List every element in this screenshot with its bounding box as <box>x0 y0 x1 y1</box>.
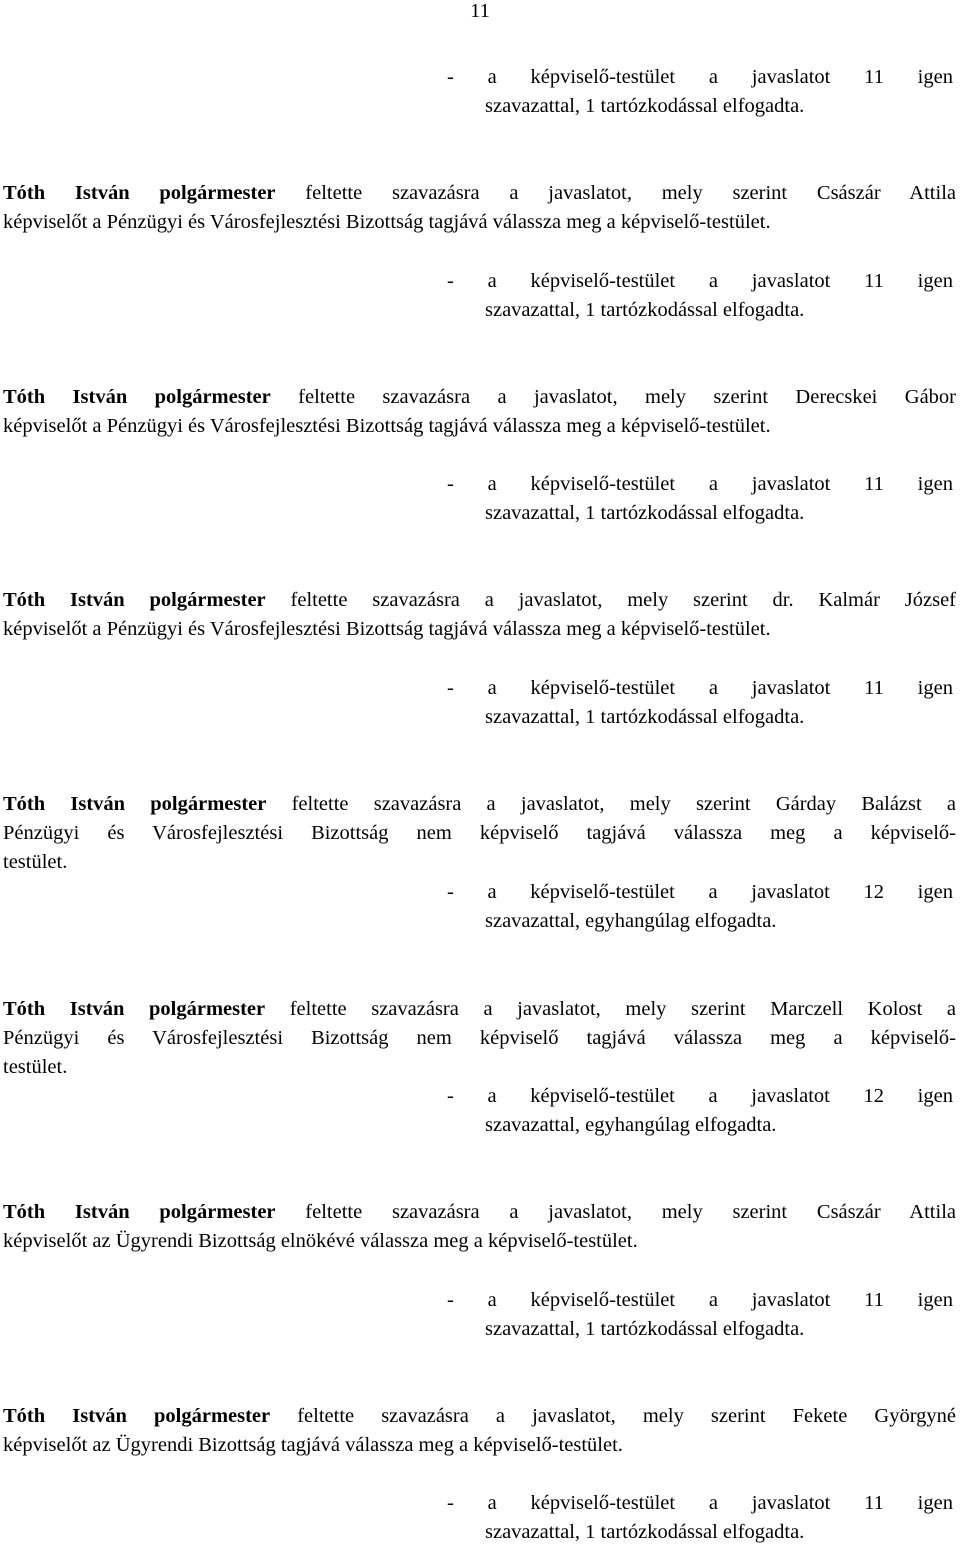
paragraph-line: képviselőt az Ügyrendi Bizottság tagjává válassza meg a képviselő-testület. <box>3 1434 623 1456</box>
vote-result <box>0 63 953 121</box>
vote-word: igen <box>917 1085 953 1107</box>
vote-result <box>0 1489 953 1547</box>
vote-word: 11 <box>864 1492 884 1514</box>
paragraph-text: feltette szavazásra a javaslatot, mely szerint Derecskei Gábor <box>298 386 956 408</box>
paragraph-line: képviselőt a Pénzügyi és Városfejlesztési Bizottság tagjává válassza meg a képviselő-testület. <box>3 618 771 640</box>
page-number: 11 <box>470 0 490 22</box>
vote-word: a <box>708 270 718 292</box>
paragraph-text: feltette szavazásra a javaslatot, mely szerint Gárday Balázst a <box>291 793 957 815</box>
vote-result <box>0 470 953 528</box>
paragraph-text: feltette szavazásra a javaslatot, mely szerint Marczell Kolost a <box>289 998 956 1020</box>
vote-result <box>0 1082 953 1140</box>
vote-result <box>0 878 953 936</box>
vote-word: 12 <box>863 881 884 903</box>
vote-word: javaslatot <box>751 1085 830 1107</box>
paragraph-text: feltette szavazásra a javaslatot, mely szerint dr. Kalmár József <box>290 589 957 611</box>
vote-word: képviselő-testület <box>530 66 676 88</box>
vote-word: javaslatot <box>751 1492 831 1514</box>
vote-word: - <box>447 1289 454 1311</box>
paragraph-text: feltette szavazásra a javaslatot, mely szerint Császár Attila <box>305 1201 956 1223</box>
vote-line: szavazattal, 1 tartózkodással elfogadta. <box>485 502 805 524</box>
vote-word: - <box>447 677 454 699</box>
vote-line <box>447 267 953 296</box>
vote-word: a <box>708 66 718 88</box>
speaker-name: Tóth István polgármester <box>3 386 271 408</box>
vote-line: szavazattal, 1 tartózkodással elfogadta. <box>485 299 805 321</box>
vote-word: 11 <box>864 1289 884 1311</box>
vote-word: a <box>708 473 718 495</box>
vote-word: képviselő-testület <box>530 881 675 903</box>
vote-line <box>447 674 953 703</box>
vote-line <box>447 878 953 907</box>
speaker-name: Tóth István polgármester <box>3 182 276 204</box>
paragraph-line: képviselőt a Pénzügyi és Városfejlesztési Bizottság tagjává válassza meg a képviselő-testület. <box>3 211 771 233</box>
speaker-name: Tóth István polgármester <box>3 1201 276 1223</box>
vote-word: a <box>487 677 497 699</box>
vote-word: - <box>447 473 454 495</box>
resolution-paragraph <box>3 995 956 1082</box>
vote-word: 11 <box>864 66 884 88</box>
vote-word: igen <box>917 881 953 903</box>
vote-word: képviselő-testület <box>530 1289 676 1311</box>
vote-word: a <box>487 881 497 903</box>
paragraph-line: testület. <box>3 1056 68 1078</box>
paragraph-line <box>3 995 956 1024</box>
resolution-paragraph <box>3 1402 956 1460</box>
vote-word: a <box>708 881 718 903</box>
paragraph-text: feltette szavazásra a javaslatot, mely szerint Császár Attila <box>305 182 956 204</box>
vote-word: igen <box>917 66 953 88</box>
paragraph-line <box>3 586 956 615</box>
paragraph-line: képviselőt a Pénzügyi és Városfejlesztési Bizottság tagjává válassza meg a képviselő-testület. <box>3 415 771 437</box>
vote-word: a <box>487 1289 497 1311</box>
vote-word: 11 <box>864 270 884 292</box>
vote-line <box>447 1286 953 1315</box>
vote-word: igen <box>917 677 953 699</box>
vote-word: a <box>487 473 497 495</box>
resolution-paragraph <box>3 383 956 441</box>
vote-word: képviselő-testület <box>530 270 676 292</box>
resolution-paragraph <box>3 790 956 877</box>
vote-word: 11 <box>864 677 884 699</box>
vote-word: képviselő-testület <box>530 1085 675 1107</box>
vote-word: - <box>447 270 454 292</box>
paragraph-line <box>3 179 956 208</box>
resolution-paragraph <box>3 586 956 644</box>
vote-word: javaslatot <box>751 66 831 88</box>
vote-word: igen <box>917 1289 953 1311</box>
vote-word: a <box>487 1085 497 1107</box>
vote-word: képviselő-testület <box>530 677 676 699</box>
paragraph-line: Pénzügyi és Városfejlesztési Bizottság nem képviselő tagjává válassza meg a képviselő- <box>3 822 956 844</box>
vote-word: igen <box>917 270 953 292</box>
vote-word: a <box>487 66 497 88</box>
speaker-name: Tóth István polgármester <box>3 1405 271 1427</box>
vote-word: - <box>447 881 454 903</box>
vote-line: szavazattal, 1 tartózkodással elfogadta. <box>485 95 805 117</box>
paragraph-line: Pénzügyi és Városfejlesztési Bizottság nem képviselő tagjává válassza meg a képviselő- <box>3 1027 956 1049</box>
vote-result <box>0 1286 953 1344</box>
speaker-name: Tóth István polgármester <box>3 998 266 1020</box>
vote-word: igen <box>917 473 953 495</box>
vote-word: javaslatot <box>751 473 831 495</box>
vote-line <box>447 1489 953 1518</box>
vote-line: szavazattal, 1 tartózkodással elfogadta. <box>485 706 805 728</box>
paragraph-line <box>3 1402 956 1431</box>
vote-word: 12 <box>863 1085 884 1107</box>
vote-word: képviselő-testület <box>530 1492 676 1514</box>
vote-line <box>447 470 953 499</box>
vote-line: szavazattal, 1 tartózkodással elfogadta. <box>485 1318 805 1340</box>
vote-word: a <box>708 1289 718 1311</box>
vote-word: képviselő-testület <box>530 473 676 495</box>
speaker-name: Tóth István polgármester <box>3 793 267 815</box>
resolution-paragraph <box>3 1198 956 1256</box>
paragraph-line <box>3 1198 956 1227</box>
speaker-name: Tóth István polgármester <box>3 589 266 611</box>
vote-word: a <box>708 677 718 699</box>
vote-word: javaslatot <box>751 881 830 903</box>
vote-line: szavazattal, 1 tartózkodással elfogadta. <box>485 1521 805 1543</box>
vote-result <box>0 674 953 732</box>
vote-word: - <box>447 1085 454 1107</box>
vote-word: - <box>447 1492 454 1514</box>
vote-word: 11 <box>864 473 884 495</box>
vote-word: - <box>447 66 454 88</box>
vote-word: a <box>487 270 497 292</box>
vote-word: a <box>708 1085 718 1107</box>
paragraph-line: testület. <box>3 851 68 873</box>
vote-word: a <box>487 1492 497 1514</box>
vote-word: igen <box>917 1492 953 1514</box>
paragraph-line: képviselőt az Ügyrendi Bizottság elnökévé válassza meg a képviselő-testület. <box>3 1230 638 1252</box>
vote-line: szavazattal, egyhangúlag elfogadta. <box>485 910 777 932</box>
vote-word: javaslatot <box>751 270 831 292</box>
vote-word: javaslatot <box>751 677 831 699</box>
vote-result <box>0 267 953 325</box>
vote-line: szavazattal, egyhangúlag elfogadta. <box>485 1114 777 1136</box>
resolution-paragraph <box>3 179 956 237</box>
vote-word: javaslatot <box>751 1289 831 1311</box>
vote-word: a <box>708 1492 718 1514</box>
paragraph-line <box>3 790 956 819</box>
vote-line <box>447 63 953 92</box>
vote-line <box>447 1082 953 1111</box>
paragraph-line <box>3 383 956 412</box>
paragraph-text: feltette szavazásra a javaslatot, mely szerint Fekete Györgyné <box>297 1405 956 1427</box>
